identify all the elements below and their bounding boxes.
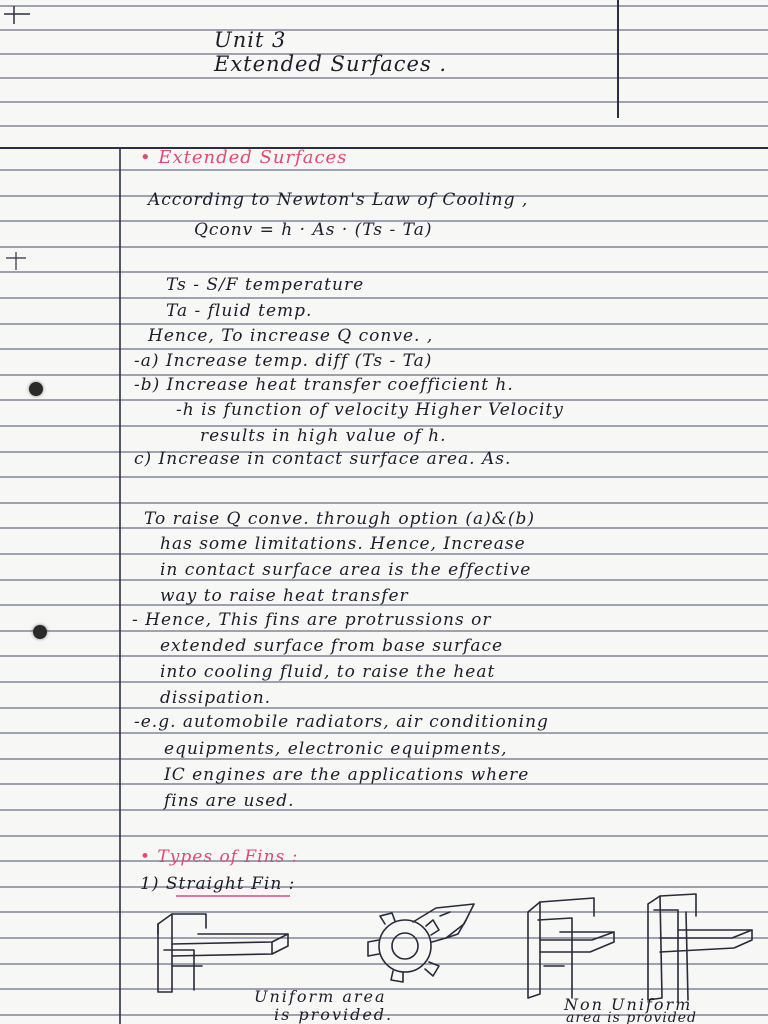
section-heading: • Extended Surfaces: [140, 147, 348, 168]
punch-hole-bottom: [33, 625, 47, 639]
body-line: -b) Increase heat transfer coefficient h.: [134, 375, 514, 395]
body-line: Qconv = h · As · (Ts - Ta): [194, 220, 433, 240]
body-line: c) Increase in contact surface area. As.: [134, 449, 512, 469]
body-line: -e.g. automobile radiators, air conditioning: [134, 712, 549, 732]
body-line: in contact surface area is the effective: [160, 560, 532, 580]
body-line: To raise Q conve. through option (a)&(b): [144, 509, 536, 529]
body-line: -a) Increase temp. diff (Ts - Ta): [134, 351, 433, 371]
body-line: - Hence, This fins are protrussions or: [132, 610, 492, 630]
body-line: equipments, electronic equipments,: [164, 739, 508, 759]
caption-uniform-line2: is provided.: [274, 1005, 394, 1024]
body-line: results in high value of h.: [200, 426, 447, 446]
caption-nonuniform-line1: Non Uniform: [564, 995, 693, 1014]
body-line: into cooling fluid, to raise the heat: [160, 662, 496, 682]
uniform-fin-diagram: [158, 914, 288, 992]
caption-uniform-line1: Uniform area: [254, 987, 387, 1006]
body-line: dissipation.: [160, 688, 272, 708]
body-line: According to Newton's Law of Cooling ,: [148, 190, 529, 210]
body-line: Ta - fluid temp.: [166, 301, 313, 321]
annular-fin-diagram: [368, 904, 474, 982]
body-line: Hence, To increase Q conve. ,: [148, 326, 434, 346]
body-line: extended surface from base surface: [160, 636, 504, 656]
types-heading: • Types of Fins :: [140, 847, 299, 867]
body-line: way to raise heat transfer: [160, 586, 409, 606]
nonuniform-fin-diagram-b: [648, 894, 752, 1002]
page-title: Extended Surfaces .: [214, 52, 448, 76]
nonuniform-fin-diagram-a: [528, 898, 614, 998]
straight-fin-label: 1) Straight Fin :: [140, 874, 296, 894]
caption-nonuniform-line2: area is provided: [566, 1010, 697, 1024]
body-line: has some limitations. Hence, Increase: [160, 534, 526, 554]
body-line: IC engines are the applications where: [164, 765, 530, 785]
punch-hole-top: [29, 382, 43, 396]
body-line: Ts - S/F temperature: [166, 275, 365, 295]
body-line: -h is function of velocity Higher Velocity: [176, 400, 564, 420]
body-line: fins are used.: [164, 791, 295, 811]
unit-label: Unit 3: [214, 28, 287, 52]
